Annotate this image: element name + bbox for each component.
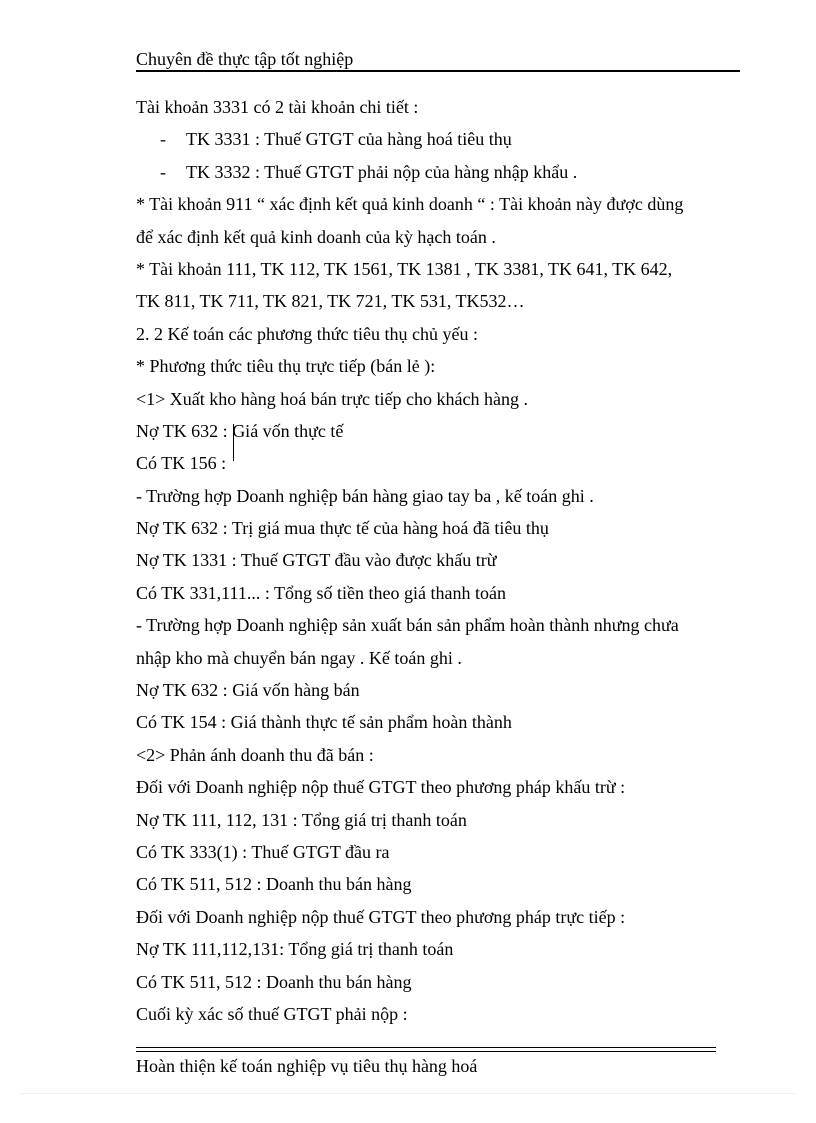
- text-line: Đối với Doanh nghiệp nộp thuế GTGT theo phương pháp khấu trừ :: [136, 777, 626, 798]
- text-line: * Phương thức tiêu thụ trực tiếp (bán lẻ ):: [136, 356, 436, 377]
- footer-rule: [136, 1051, 716, 1052]
- bullet-item: [136, 159, 736, 191]
- header-rule: [136, 70, 740, 72]
- text-line: <1> Xuất kho hàng hoá bán trực tiếp cho khách hàng .: [136, 388, 528, 409]
- text-line: Cuối kỳ xác số thuế GTGT phải nộp :: [136, 1003, 408, 1024]
- text-line: Đối với Doanh nghiệp nộp thuế GTGT theo phương pháp trực tiếp :: [136, 906, 626, 927]
- text-line: - Trường hợp Doanh nghiệp sản xuất bán sản phẩm hoàn thành nhưng chưa: [136, 615, 679, 636]
- ledger-debit-line: Nợ TK 632 : Giá vốn thực tế: [136, 420, 344, 441]
- page-edge: [20, 1093, 796, 1094]
- text-line: Có TK 511, 512 : Doanh thu bán hàng: [136, 971, 412, 992]
- text-line: TK 811, TK 711, TK 821, TK 721, TK 531, TK532…: [136, 291, 525, 312]
- text-line: Tài khoản 3331 có 2 tài khoản chi tiết :: [136, 97, 419, 117]
- text-line: Có TK 511, 512 : Doanh thu bán hàng: [136, 874, 412, 895]
- text-line: Có TK 154 : Giá thành thực tế sản phẩm hoàn thành: [136, 712, 512, 733]
- text-line: Nợ TK 111, 112, 131 : Tổng giá trị thanh toán: [136, 809, 467, 830]
- section-heading: 2. 2 Kế toán các phương thức tiêu thụ chủ yếu :: [136, 323, 478, 344]
- body-text: [136, 94, 736, 1033]
- ledger-credit-line: Có TK 156 :: [136, 453, 227, 474]
- footer-rule: [136, 1047, 716, 1048]
- text-line: - Trường hợp Doanh nghiệp bán hàng giao tay ba , kế toán ghi .: [136, 485, 594, 506]
- text-line: <2> Phản ánh doanh thu đã bán :: [136, 744, 374, 765]
- bullet-text: TK 3331 : Thuế GTGT của hàng hoá tiêu thụ: [186, 129, 512, 150]
- text-line: để xác định kết quả kinh doanh của kỳ hạch toán .: [136, 226, 496, 247]
- text-line: Nợ TK 632 : Giá vốn hàng bán: [136, 680, 360, 701]
- text-line: nhập kho mà chuyển bán ngay . Kế toán ghi .: [136, 647, 462, 668]
- bullet-item: [136, 126, 736, 158]
- text-line: Có TK 331,111... : Tổng số tiền theo giá thanh toán: [136, 582, 506, 603]
- bullet-text: TK 3332 : Thuế GTGT phải nộp của hàng nhập khẩu .: [186, 161, 578, 182]
- text-line: * Tài khoản 111, TK 112, TK 1561, TK 1381 , TK 3381, TK 641, TK 642,: [136, 258, 673, 279]
- bullet-dash: -: [160, 129, 166, 150]
- text-line: Nợ TK 1331 : Thuế GTGT đầu vào được khấu trừ: [136, 550, 497, 571]
- header-title: Chuyên đề thực tập tốt nghiệp: [136, 49, 354, 69]
- text-line: Nợ TK 111,112,131: Tổng giá trị thanh toán: [136, 939, 454, 960]
- text-line: * Tài khoản 911 “ xác định kết quả kinh doanh “ : Tài khoản này được dùng: [136, 194, 684, 215]
- text-line: Có TK 333(1) : Thuế GTGT đầu ra: [136, 841, 390, 862]
- text-line: Nợ TK 632 : Trị giá mua thực tế của hàng hoá đã tiêu thụ: [136, 518, 549, 539]
- bullet-dash: -: [160, 161, 166, 182]
- footer-title: Hoàn thiện kế toán nghiệp vụ tiêu thụ hàng hoá: [136, 1056, 478, 1076]
- ledger-bracket-line: [233, 424, 234, 461]
